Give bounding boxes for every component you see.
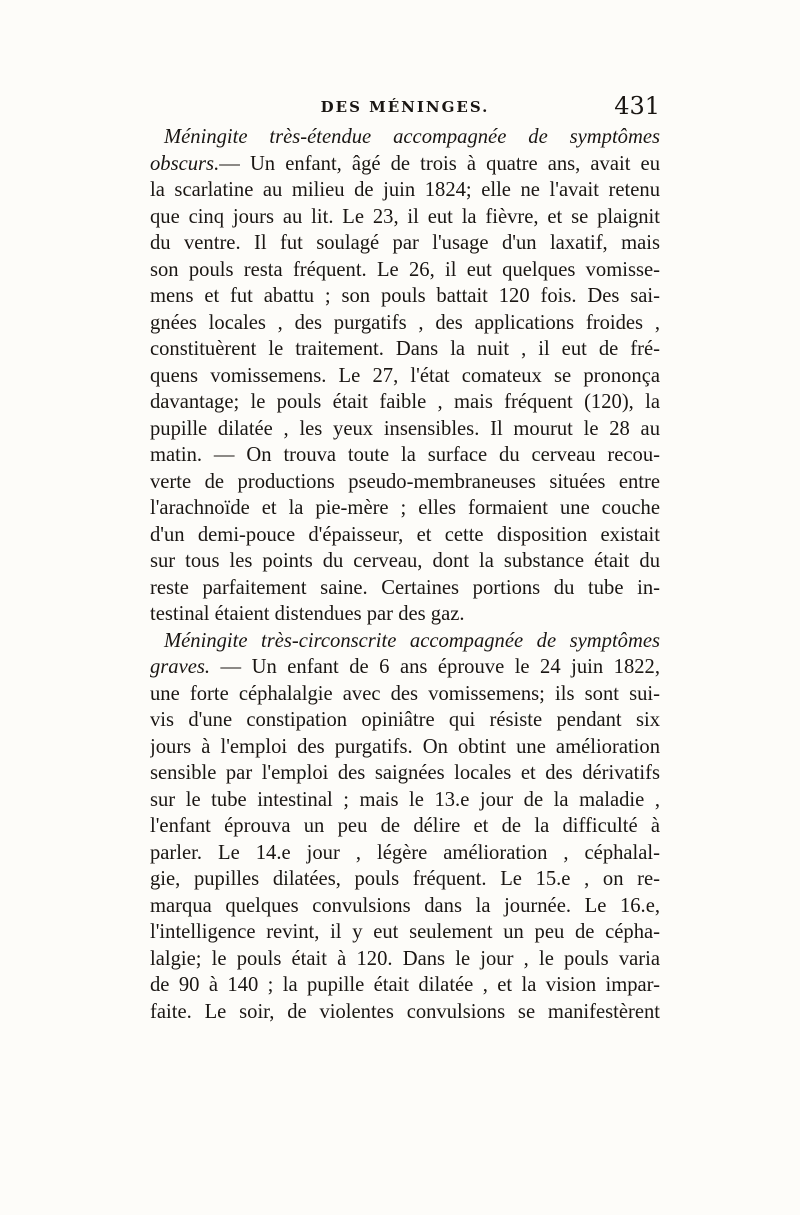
line-text: marqua quelques convulsions dans la journée. Le 16.e, [150,894,660,917]
line-text: l'enfant éprouva un peu de délire et de la difficulté à [150,815,660,837]
line-text: jours à l'emploi des purgatifs. On obtint une amélioration [150,735,660,758]
text-line [150,601,660,628]
text-line [150,919,660,946]
line-text: d'un demi-pouce d'épaisseur, et cette disposition existait [150,523,660,546]
text-line [150,893,660,920]
text-line [150,495,660,522]
page-header [150,92,660,122]
text-line [150,654,660,681]
text-line [150,548,660,575]
line-text: constituèrent le traitement. Dans la nuit , il eut de fré- [150,338,660,360]
text-line [150,151,660,178]
line-text: mens et fut abattu ; son pouls battait 120 fois. Des sai- [150,285,660,307]
text-line [150,999,660,1026]
text-line [150,946,660,973]
line-text: l'arachnoïde et la pie-mère ; elles formaient une couche [150,497,660,519]
text-line [150,124,660,151]
text-line [150,469,660,496]
text-line [150,257,660,284]
text-line [150,681,660,708]
line-text: une forte céphalalgie avec des vomissemens; ils sont sui- [150,682,660,705]
text-line [150,575,660,602]
italic-heading-text: Méningite très-étendue accompagnée de symptômes [164,126,660,148]
line-text: quens vomissemens. Le 27, l'état comateux se prononça [150,364,660,387]
line-text: gie, pupilles dilatées, pouls fréquent. Le 15.e , on re- [150,868,660,890]
line-text: davantage; le pouls était faible , mais fréquent (120), la [150,391,660,413]
line-text: matin. — On trouva toute la surface du cerveau recou- [150,444,660,466]
text-line [150,813,660,840]
line-text: — Un enfant, âgé de trois à quatre ans, avait eu [219,152,660,175]
italic-heading-text: Méningite très-circonscrite accompagnée de symptômes [164,629,660,652]
line-text: de 90 à 140 ; la pupille était dilatée , et la vision impar- [150,974,660,996]
text-line [150,760,660,787]
line-text: sensible par l'emploi des saignées locales et des dérivatifs [150,762,660,784]
line-text: — Un enfant de 6 ans éprouve le 24 juin 1822, [210,656,660,678]
text-line [150,707,660,734]
line-text: sur tous les points du cerveau, dont la substance était du [150,550,660,572]
page-number: 431 [614,92,660,120]
text-line [150,310,660,337]
text-line [150,230,660,257]
line-text: la scarlatine au milieu de juin 1824; elle ne l'avait retenu [150,179,660,201]
text-line [150,389,660,416]
line-text: son pouls resta fréquent. Le 26, il eut quelques vomisse- [150,258,660,281]
text-line [150,204,660,231]
line-text: parler. Le 14.e jour , légère amélioration , céphalal- [150,841,660,864]
line-text: l'intelligence revint, il y eut seulement un peu de cépha- [150,921,660,943]
text-line [150,283,660,310]
line-text: du ventre. Il fut soulagé par l'usage d'un laxatif, mais [150,232,660,254]
text-line [150,363,660,390]
line-text: pupille dilatée , les yeux insensibles. Il mourut le 28 au [150,417,660,440]
line-text: testinal étaient distendues par des gaz. [150,603,465,625]
line-text: sur le tube intestinal ; mais le 13.e jour de la maladie , [150,788,660,811]
text-line [150,336,660,363]
line-text: que cinq jours au lit. Le 23, il eut la fièvre, et se plaignit [150,205,660,228]
text-line [150,734,660,761]
text-line [150,628,660,655]
italic-heading-text: graves. [150,656,211,678]
line-text: verte de productions pseudo-membraneuses situées entre [150,470,660,493]
text-line [150,840,660,867]
italic-heading-text: obscurs. [150,152,220,175]
line-text: reste parfaitement saine. Certaines portions du tube in- [150,576,660,599]
text-line [150,416,660,443]
text-line [150,522,660,549]
text-line [150,866,660,893]
text-line [150,972,660,999]
text-line [150,787,660,814]
line-text: gnées locales , des purgatifs , des applications froides , [150,311,660,334]
body-text [150,124,660,1025]
line-text: faite. Le soir, de violentes convulsions se manifestèrent [150,1000,660,1023]
running-title: DES MÉNINGES. [320,98,490,116]
text-line [150,177,660,204]
line-text: lalgie; le pouls était à 120. Dans le jour , le pouls varia [150,947,660,970]
line-text: vis d'une constipation opiniâtre qui résiste pendant six [150,709,660,731]
text-line [150,442,660,469]
